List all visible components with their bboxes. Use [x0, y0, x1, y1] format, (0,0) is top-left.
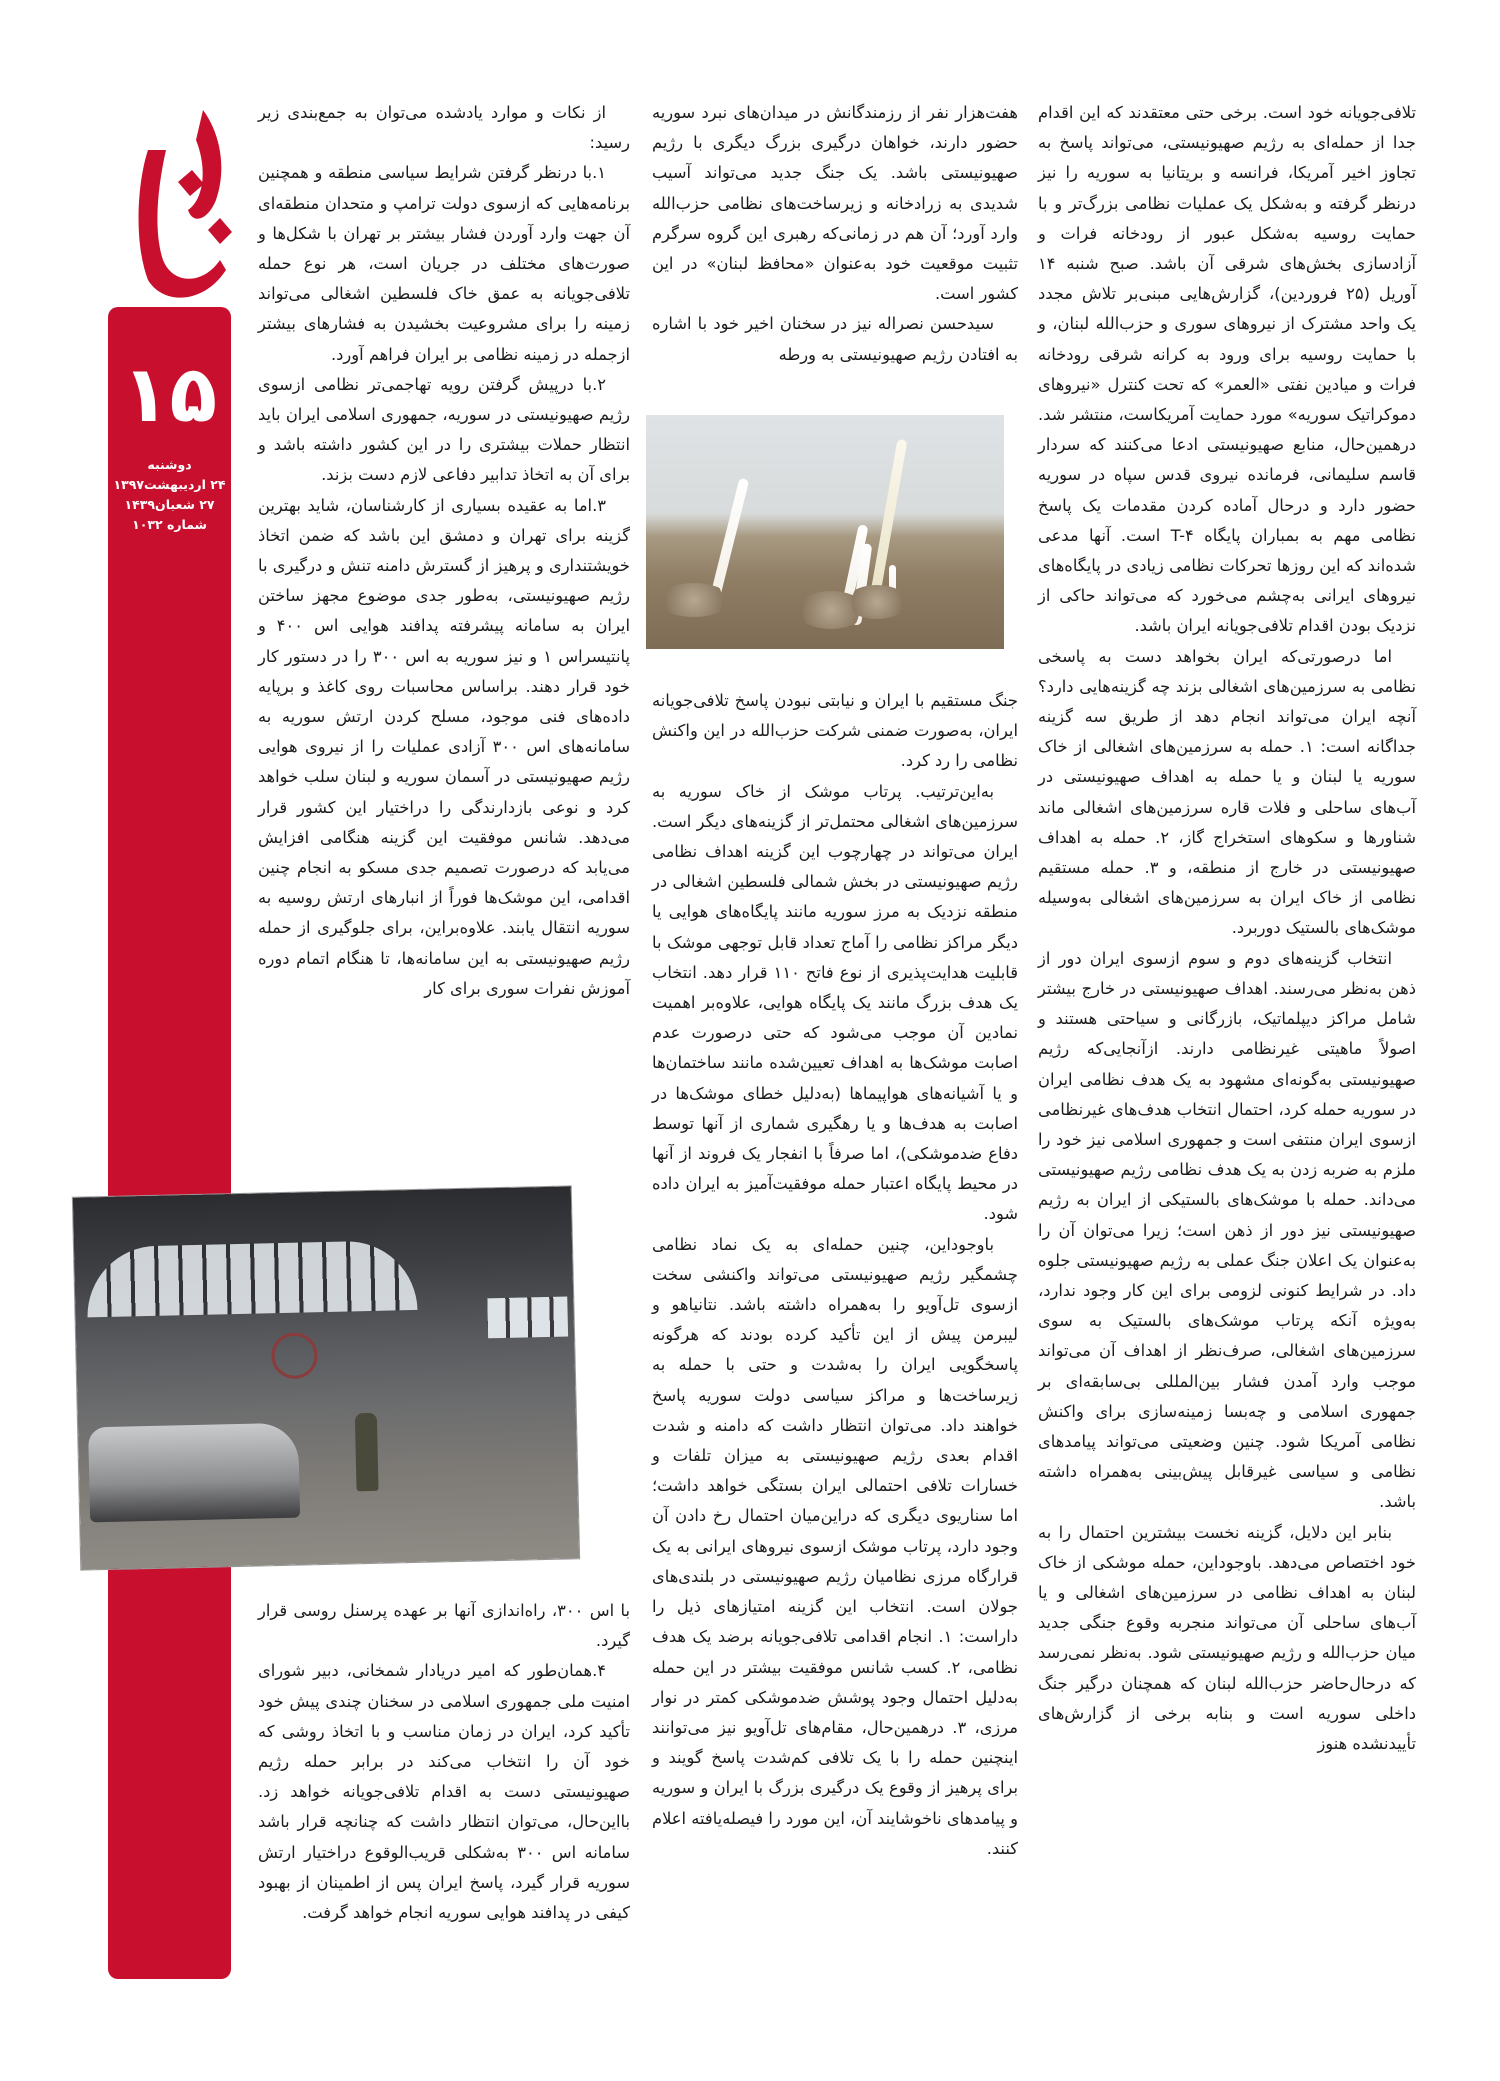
paragraph: ۳.اما به عقیده بسیاری از کارشناسان، شاید بهترین گزینه برای تهران و دمشق این باشد که ضمن اتخاذ خویشتنداری و پرهیز از گسترش دامنه تنش و درگیری با رژیم صهیونیستی، به‌طور جدی موضوع مجهز ساختن ایران به سامانه پیشرفته پدافند هوایی اس ۴۰۰ و پانتیسراس ۱ و نیز سوریه به اس ۳۰۰ را در دستور کار خود قرار دهند. براساس محاسبات روی کاغذ و برپایه داده‌های فنی موجود، مسلح کردن ارتش سوریه به سامانه‌های اس ۳۰۰ آزادی عملیات را از نیروی هوایی رژیم صهیونیستی در آسمان سوریه و لبنان سلب خواهد کرد و نوعی بازدارندگی را دراختیار این کشور قرار می‌دهد. شانس موفقیت این گزینه هنگامی افزایش می‌یابد که درصورت تصمیم جدی مسکو به انجام چنین اقدامی، این موشک‌ها فوراً از انبارهای ارتش روسیه به سوریه انتقال یابند. علاوه‌براین، برای جلوگیری از حمله رژیم صهیونیستی به این سامانه‌ها، تا هنگام اتمام دوره آموزش نفرات سوری برای کار [258, 495, 630, 998]
paragraph: جنگ مستقیم با ایران و نیابتی نبودن پاسخ تلافی‌جویانه ایران، به‌صورت ضمنی شرکت حزب‌الله در این واکنش نظامی را رد کرد. [652, 691, 1018, 771]
issue-number: شماره ۱۰۳۲ [132, 517, 207, 532]
paragraph: بنابر این دلایل، گزینه نخست بیشترین احتمال را به خود اختصاص می‌دهد. باوجوداین، حمله موشکی از خاک لبنان به اهداف نظامی در سرزمین‌های اشغالی و یا آب‌های ساحلی آن می‌تواند منجربه وقوع جنگی جدید میان حزب‌الله و رژیم صهیونیستی شود. به‌نظر نمی‌رسد که درحال‌حاضر حزب‌الله لبنان که همچنان درگیر جنگ داخلی سوریه است و بنابه برخی از گزارش‌های تأییدنشده هنوز [1038, 1522, 1416, 1753]
article-column-left-top [258, 98, 630, 1004]
paragraph: به‌این‌ترتیب. پرتاب موشک از خاک سوریه به سرزمین‌های اشغالی محتمل‌تر از گزینه‌های دیگر است. ایران می‌تواند در چهارچوب این گزینه اهداف نظامی رژیم صهیونیستی در بخش شمالی فلسطین اشغالی در منطقه نزدیک به مرز سوریه مانند پایگاه‌های هوایی یا دیگر مراکز نظامی را آماج تعداد قابل توجهی موشک با قابلیت هدایت‌پذیری از نوع فاتح ۱۱۰ قرار دهد. انتخاب یک هدف بزرگ مانند یک پایگاه هوایی، علاوه‌بر اهمیت نمادین آن موجب می‌شود که حتی درصورت عدم اصابت موشک‌ها به اهداف تعیین‌شده مانند ساختمان‌ها و یا آشیانه‌های هواپیماها (به‌دلیل خطای موشک‌ها در اصابت به هدف‌ها و یا رهگیری شماری از آنها توسط دفاع ضدموشکی)، اما صرفاً با انفجار یک فروند از آنها در محیط پایگاه اعتبار حمله موفقیت‌آمیز به ایران داده شود. [652, 781, 1018, 1224]
article-column-middle-top [652, 98, 1018, 370]
date-solar: ۲۴ اردیبهشت۱۳۹۷ [113, 477, 226, 492]
paragraph: از نکات و موارد یادشده می‌توان به جمع‌بندی زیر رسید: [258, 103, 630, 153]
missile-launch-photo [646, 415, 1004, 649]
article-column-right [1038, 98, 1416, 1759]
paragraph: ۲.با درپیش گرفتن رویه تهاجمی‌تر نظامی ازسوی رژیم صهیونیستی در سوریه، جمهوری اسلامی ایران باید انتظار حملات بیشتری را در این کشور داشته باشد و برای آن به اتخاذ تدابیر دفاعی لازم دست بزند. [258, 374, 630, 485]
article-column-left-bottom [258, 1596, 630, 1928]
paragraph: هفت‌هزار نفر از رزمندگانش در میدان‌های نبرد سوریه حضور دارند، خواهان درگیری بزرگ دیگری با رژیم صهیونیستی باشد. یک جنگ جدید می‌تواند آسیب شدیدی به زرادخانه و زیرساخت‌های نظامی حزب‌الله وارد آورد؛ آن هم در زمانی‌که رهبری این گروه سرگرم تثبیت موقعیت خود به‌عنوان «محافظ لبنان» در این کشور است. [652, 103, 1018, 304]
page-number: ۱۵ [121, 350, 218, 440]
magazine-logo [108, 90, 238, 310]
paragraph: اما درصورتی‌که ایران بخواهد دست به پاسخی نظامی به سرزمین‌های اشغالی بزند چه گزینه‌هایی دارد؟ آنچه ایران می‌تواند انجام دهد از طریق سه گزینه جداگانه است: ۱. حمله به سرزمین‌های اشغالی از خاک سوریه یا لبنان و یا حمله به اهداف صهیونیستی در آب‌های ساحلی و فلات قاره سرزمین‌های اشغالی ماند شناورها و سکوهای استخراج گاز، ۲. حمله به اهداف صهیونیستی در خارج از منطقه، و ۳. حمله مستقیم نظامی از خاک ایران به سرزمین‌های اشغالی به‌وسیله موشک‌های بالستیک دوربرد. [1038, 646, 1417, 938]
article-column-middle-bottom [652, 686, 1018, 1864]
date-lunar: ۲۷ شعبان۱۴۳۹ [124, 497, 215, 512]
paragraph: تلافی‌جویانه خود است. برخی حتی معتقدند که این اقدام جدا از حمله‌ای به رژیم صهیونیستی، می‌تواند پاسخ به تجاوز اخیر آمریکا، فرانسه و بریتانیا به سوریه را نیز درنظر گرفته و به‌شکل یک عملیات نظامی بزرگ‌تر و با حمایت روسیه به‌شکل عبور از رودخانه فرات و آزادسازی بخش‌های شرقی آن باشد. صبح شنبه ۱۴ آوریل (۲۵ فروردین)، گزارش‌هایی مبنی‌بر تلاش مجدد یک واحد مشترک از نیروهای سوری و حزب‌الله لبنان، و با حمایت روسیه برای ورود به کرانه شرقی رودخانه فرات و میادین نفتی «العمر» که تحت کنترل «نیروهای دموکراتیک سوریه» مورد حمایت آمریکاست، منتشر شد. درهمین‌حال، منابع صهیونیستی ادعا می‌کنند که سردار قاسم سلیمانی، فرمانده نیروی قدس سپاه در سوریه حضور دارد و درحال آماده کردن مقدمات یک پاسخ نظامی مهم به بمباران پایگاه T-۴ است. آنها مدعی شده‌اند که این روزها تحرکات نظامی زیادی در پایگاه‌های نیروهای ایرانی به‌چشم می‌خورد که می‌تواند حاکی از نزدیک بودن اقدام تلافی‌جویانه ایران باشد. [1038, 103, 1416, 636]
logo-calligraphy-icon [108, 90, 238, 310]
paragraph: انتخاب گزینه‌های دوم و سوم ازسوی ایران دور از ذهن به‌نظر می‌رسند. اهداف صهیونیستی در خارج بیشتر شامل مراکز دیپلماتیک، بازرگانی و سیاحتی هستند و اصولاً ماهیتی غیرنظامی دارند. ازآنجایی‌که رژیم صهیونیستی به‌گونه‌ای مشهود به یک هدف نظامی ایران در سوریه حمله کرد، احتمال انتخاب هدف‌های غیرنظامی ازسوی ایران منتفی است و جمهوری اسلامی نیز خود را ملزم به ضربه زدن به یک هدف نظامی رژیم صهیونیستی می‌داند. حمله با موشک‌های بالستیکی از ایران به رژیم صهیونیستی نیز دور از ذهن است؛ زیرا می‌توان آن را به‌عنوان یک اعلان جنگ عملی به رژیم صهیونیستی جلوه داد. در شرایط کنونی لزومی برای این کار وجود ندارد، به‌ویژه آنکه پرتاب موشک‌های بالستیک به سوی سرزمین‌های اشغالی، صرف‌نظر از اهداف آن می‌تواند موجب وارد آمدن فشار بین‌المللی بی‌سابقه‌ای بر جمهوری اسلامی و چه‌بسا زمینه‌سازی برای واکنش نظامی آمریکا شود. چنین وضعیتی می‌تواند پیامدهای نظامی و سیاسی غیرقابل پیش‌بینی به‌همراه داشته باشد. [1038, 948, 1416, 1512]
paragraph: سیدحسن نصراله نیز در سخنان اخیر خود با اشاره به افتادن رژیم صهیونیستی به ورطه [652, 314, 1018, 364]
issue-meta [108, 455, 231, 535]
paragraph: ۱.با درنظر گرفتن شرایط سیاسی منطقه و همچنین برنامه‌هایی که ازسوی دولت ترامپ و متحدان منطقه‌ای آن جهت وارد آوردن فشار بیشتر بر تهران با شکل‌ها و صورت‌های مختلف در جریان است، هر نوع حمله تلافی‌جویانه به عمق خاک فلسطین اشغالی می‌تواند زمینه را برای مشروعیت بخشیدن به فشارهای بیشتر ازجمله در زمینه نظامی بر ایران فراهم آورد. [258, 163, 630, 364]
sidebar-red-bar [108, 307, 231, 1979]
paragraph: ۴.همان‌طور که امیر دریادار شمخانی، دبیر شورای امنیت ملی جمهوری اسلامی در سخنان چندی پیش خود تأکید کرد، ایران در زمان مناسب و با اتخاذ روشی که خود آن را انتخاب می‌کند در برابر حمله رژیم صهیونیستی دست به اقدام تلافی‌جویانه خواهد زد. بااین‌حال، می‌توان انتظار داشت که چنانچه قرار باشد سامانه اس ۳۰۰ به‌شکلی قریب‌الوقوع دراختیار ارتش سوریه قرار گیرد، پاسخ ایران پس از اطمینان از بهبود کیفی در پدافند هوایی سوریه انجام خواهد گرفت. [258, 1661, 631, 1923]
paragraph: با اس ۳۰۰، راه‌اندازی آنها بر عهده پرسنل روسی قرار گیرد. [258, 1601, 630, 1651]
destroyed-hangar-photo [73, 1186, 579, 1569]
weekday: دوشنبه [147, 457, 192, 472]
paragraph: باوجوداین، چنین حمله‌ای به یک نماد نظامی چشمگیر رژیم صهیونیستی می‌تواند واکنشی سخت ازسوی تل‌آویو را به‌همراه داشته باشد. نتانیاهو و لیبرمن پیش از این تأکید کرده بودند که هرگونه پاسخگویی ایران را به‌شدت و حتی با حمله به زیرساخت‌ها و مراکز سیاسی دولت سوریه پاسخ خواهند داد. می‌توان انتظار داشت که دامنه و شدت اقدام بعدی رژیم صهیونیستی به میزان تلفات و خسارات تلافی احتمالی ایران بستگی خواهد داشت؛ اما سناریوی دیگری که دراین‌میان احتمال رخ دادن آن وجود دارد، پرتاب موشک ازسوی نیروهای ایرانی به یک قرارگاه مرزی نظامیان رژیم صهیونیستی در بلندی‌های جولان است. انتخاب این گزینه امتیازهای ذیل را داراست: ۱. انجام اقدامی تلافی‌جویانه برضد یک هدف نظامی، ۲. کسب شانس موفقیت بیشتر در این حمله به‌دلیل احتمال وجود پوشش ضدموشکی کمتر در نوار مرزی، ۳. درهمین‌حال، مقام‌های تل‌آویو نیز می‌توانند اینچنین حمله را با یک تلافی کم‌شدت پاسخ گویند و برای پرهیز از وقوع یک درگیری بزرگ با ایران و سوریه و پیامدهای ناخوشایند آن، این مورد را فیصله‌یافته اعلام کنند. [652, 1234, 1019, 1858]
